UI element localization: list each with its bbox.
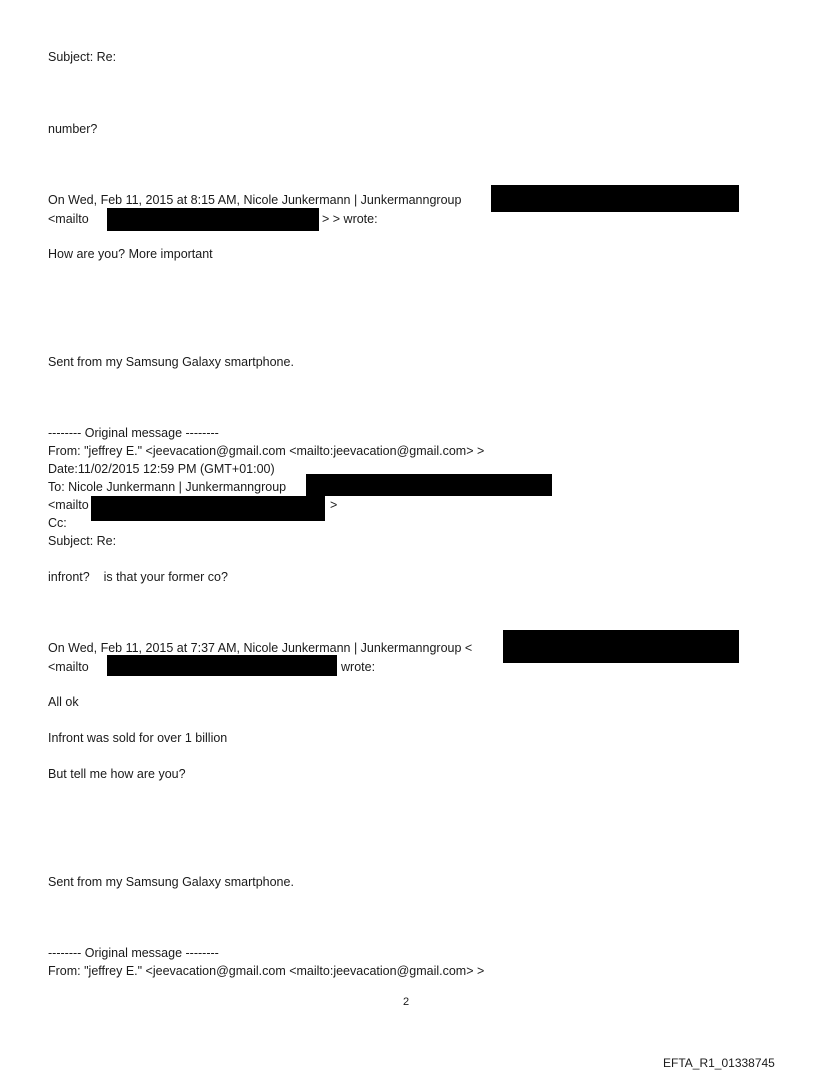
body-text: But tell me how are you? [48,767,186,781]
redaction-block [503,630,739,663]
redaction-block [107,208,319,231]
original-message-divider: -------- Original message -------- [48,426,219,440]
original-message-divider: -------- Original message -------- [48,946,219,960]
body-text: infront? is that your former co? [48,570,228,584]
body-text: All ok [48,695,79,709]
from-line: From: "jeffrey E." <jeevacation@gmail.com <mailto:jeevacation@gmail.com> > [48,964,485,978]
signature-text: Sent from my Samsung Galaxy smartphone. [48,355,294,369]
page-number: 2 [403,996,410,1008]
redaction-block [91,496,325,521]
reply-wrote: wrote: [341,660,376,674]
to-line: To: Nicole Junkermann | Junkermanngroup [48,480,287,494]
date-line: Date:11/02/2015 12:59 PM (GMT+01:00) [48,462,275,476]
redaction-block [306,474,552,496]
reply-header: On Wed, Feb 11, 2015 at 7:37 AM, Nicole Junkermann | Junkermanngroup < [48,641,473,655]
reply-header: On Wed, Feb 11, 2015 at 8:15 AM, Nicole Junkermann | Junkermanngroup [48,193,462,207]
mailto-prefix: <mailto [48,212,89,226]
redaction-block [107,655,337,676]
mailto-prefix: <mailto [48,498,89,512]
mailto-prefix: <mailto [48,660,89,674]
subject-line: Subject: Re: [48,50,117,64]
subject-line: Subject: Re: [48,534,117,548]
cc-line: Cc: [48,516,67,530]
signature-text: Sent from my Samsung Galaxy smartphone. [48,875,294,889]
bates-number: EFTA_R1_01338745 [663,1056,775,1070]
from-line: From: "jeffrey E." <jeevacation@gmail.com <mailto:jeevacation@gmail.com> > [48,444,485,458]
redaction-block [491,185,739,212]
body-text: Infront was sold for over 1 billion [48,731,228,745]
body-text: number? [48,122,98,136]
reply-wrote: > > wrote: [322,212,378,226]
mailto-suffix: > [330,498,338,512]
body-text: How are you? More important [48,247,213,261]
